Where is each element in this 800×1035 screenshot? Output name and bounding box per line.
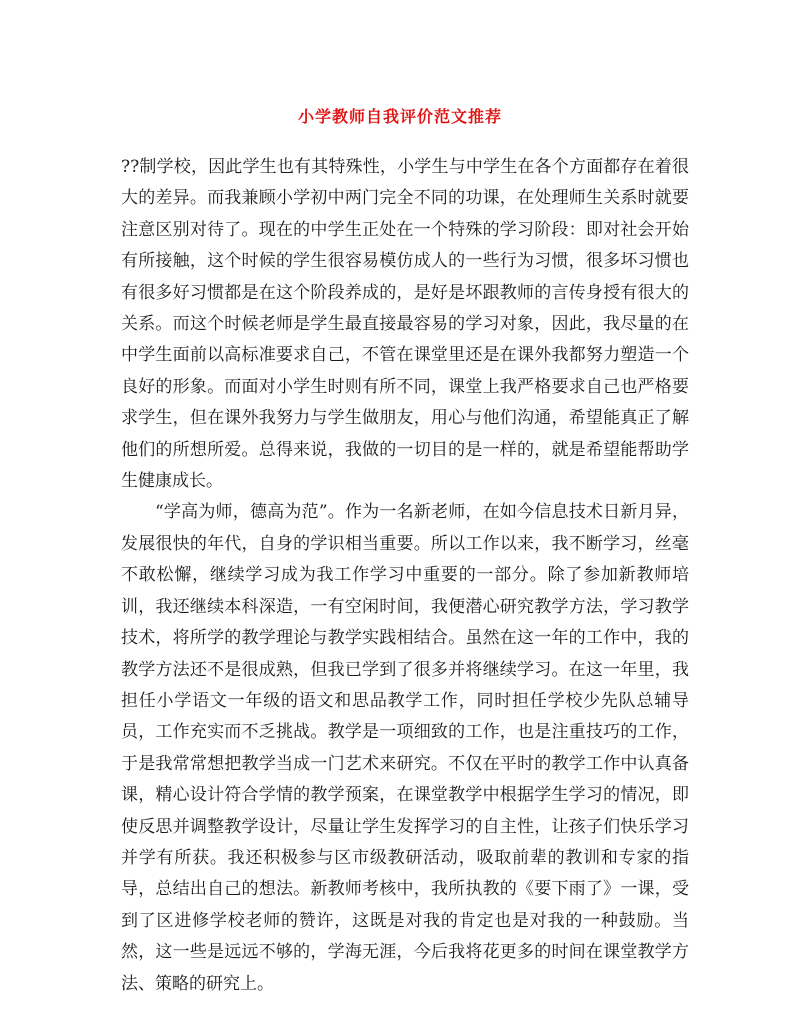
paragraph-1: ??制学校，因此学生也有其特殊性，小学生与中学生在各个方面都存在着很大的差异。而我兼顾小学初中两门完全不同的功课，在处理师生关系时就要注意区别对待了。现在的中学生正处在一个特殊的学习阶段：即对社会开始有所接触，这个时候的学生很容易模仿成人的一些行为习惯，很多坏习惯也有很多好习惯都是在这个阶段养成的，是好是坏跟教师的言传身授有很大的关系。而这个时候老师是学生最直接最容易的学习对象，因此，我尽量的在中学生面前以高标准要求自己，不管在课堂里还是在课外我都努力塑造一个良好的形象。而面对小学生时则有所不同，课堂上我严格要求自己也严格要求学生，但在课外我努力与学生做朋友，用心与他们沟通，希望能真正了解他们的所想所爱。总得来说，我做的一切目的是一样的，就是希望能帮助学生健康成长。 xyxy=(121,157,689,492)
document-body xyxy=(121,152,689,1000)
paragraph-2: “学高为师，德高为范”。作为一名新老师，在如今信息技术日新月异，发展很快的年代，自身的学识相当重要。所以工作以来，我不断学习，丝毫不敢松懈，继续学习成为我工作学习中重要的一部分。除了参加新教师培训，我还继续本科深造，一有空闲时间，我便潜心研究教学方法，学习教学技术，将所学的教学理论与教学实践相结合。虽然在这一年的工作中，我的教学方法还不是很成熟，但我已学到了很多并将继续学习。在这一年里，我担任小学语文一年级的语文和思品教学工作，同时担任学校少先队总辅导员，工作充实而不乏挑战。教学是一项细致的工作，也是注重技巧的工作，于是我常常想把教学当成一门艺术来研究。不仅在平时的教学工作中认真备课，精心设计符合学情的教学预案，在课堂教学中根据学生学习的情况，即使反思并调整教学设计，尽量让学生发挥学习的自主性，让孩子们快乐学习并学有所获。我还积极参与区市级教研活动，吸取前辈的教训和专家的指导，总结出自己的想法。新教师考核中，我所执教的《要下雨了》一课，受到了区进修学校老师的赞许，这既是对我的肯定也是对我的一种鼓励。当然，这一些是远远不够的，学海无涯，今后我将花更多的时间在课堂教学方法、策略的研究上。 xyxy=(121,502,689,994)
document-title: 小学教师自我评价范文推荐 xyxy=(297,107,502,126)
